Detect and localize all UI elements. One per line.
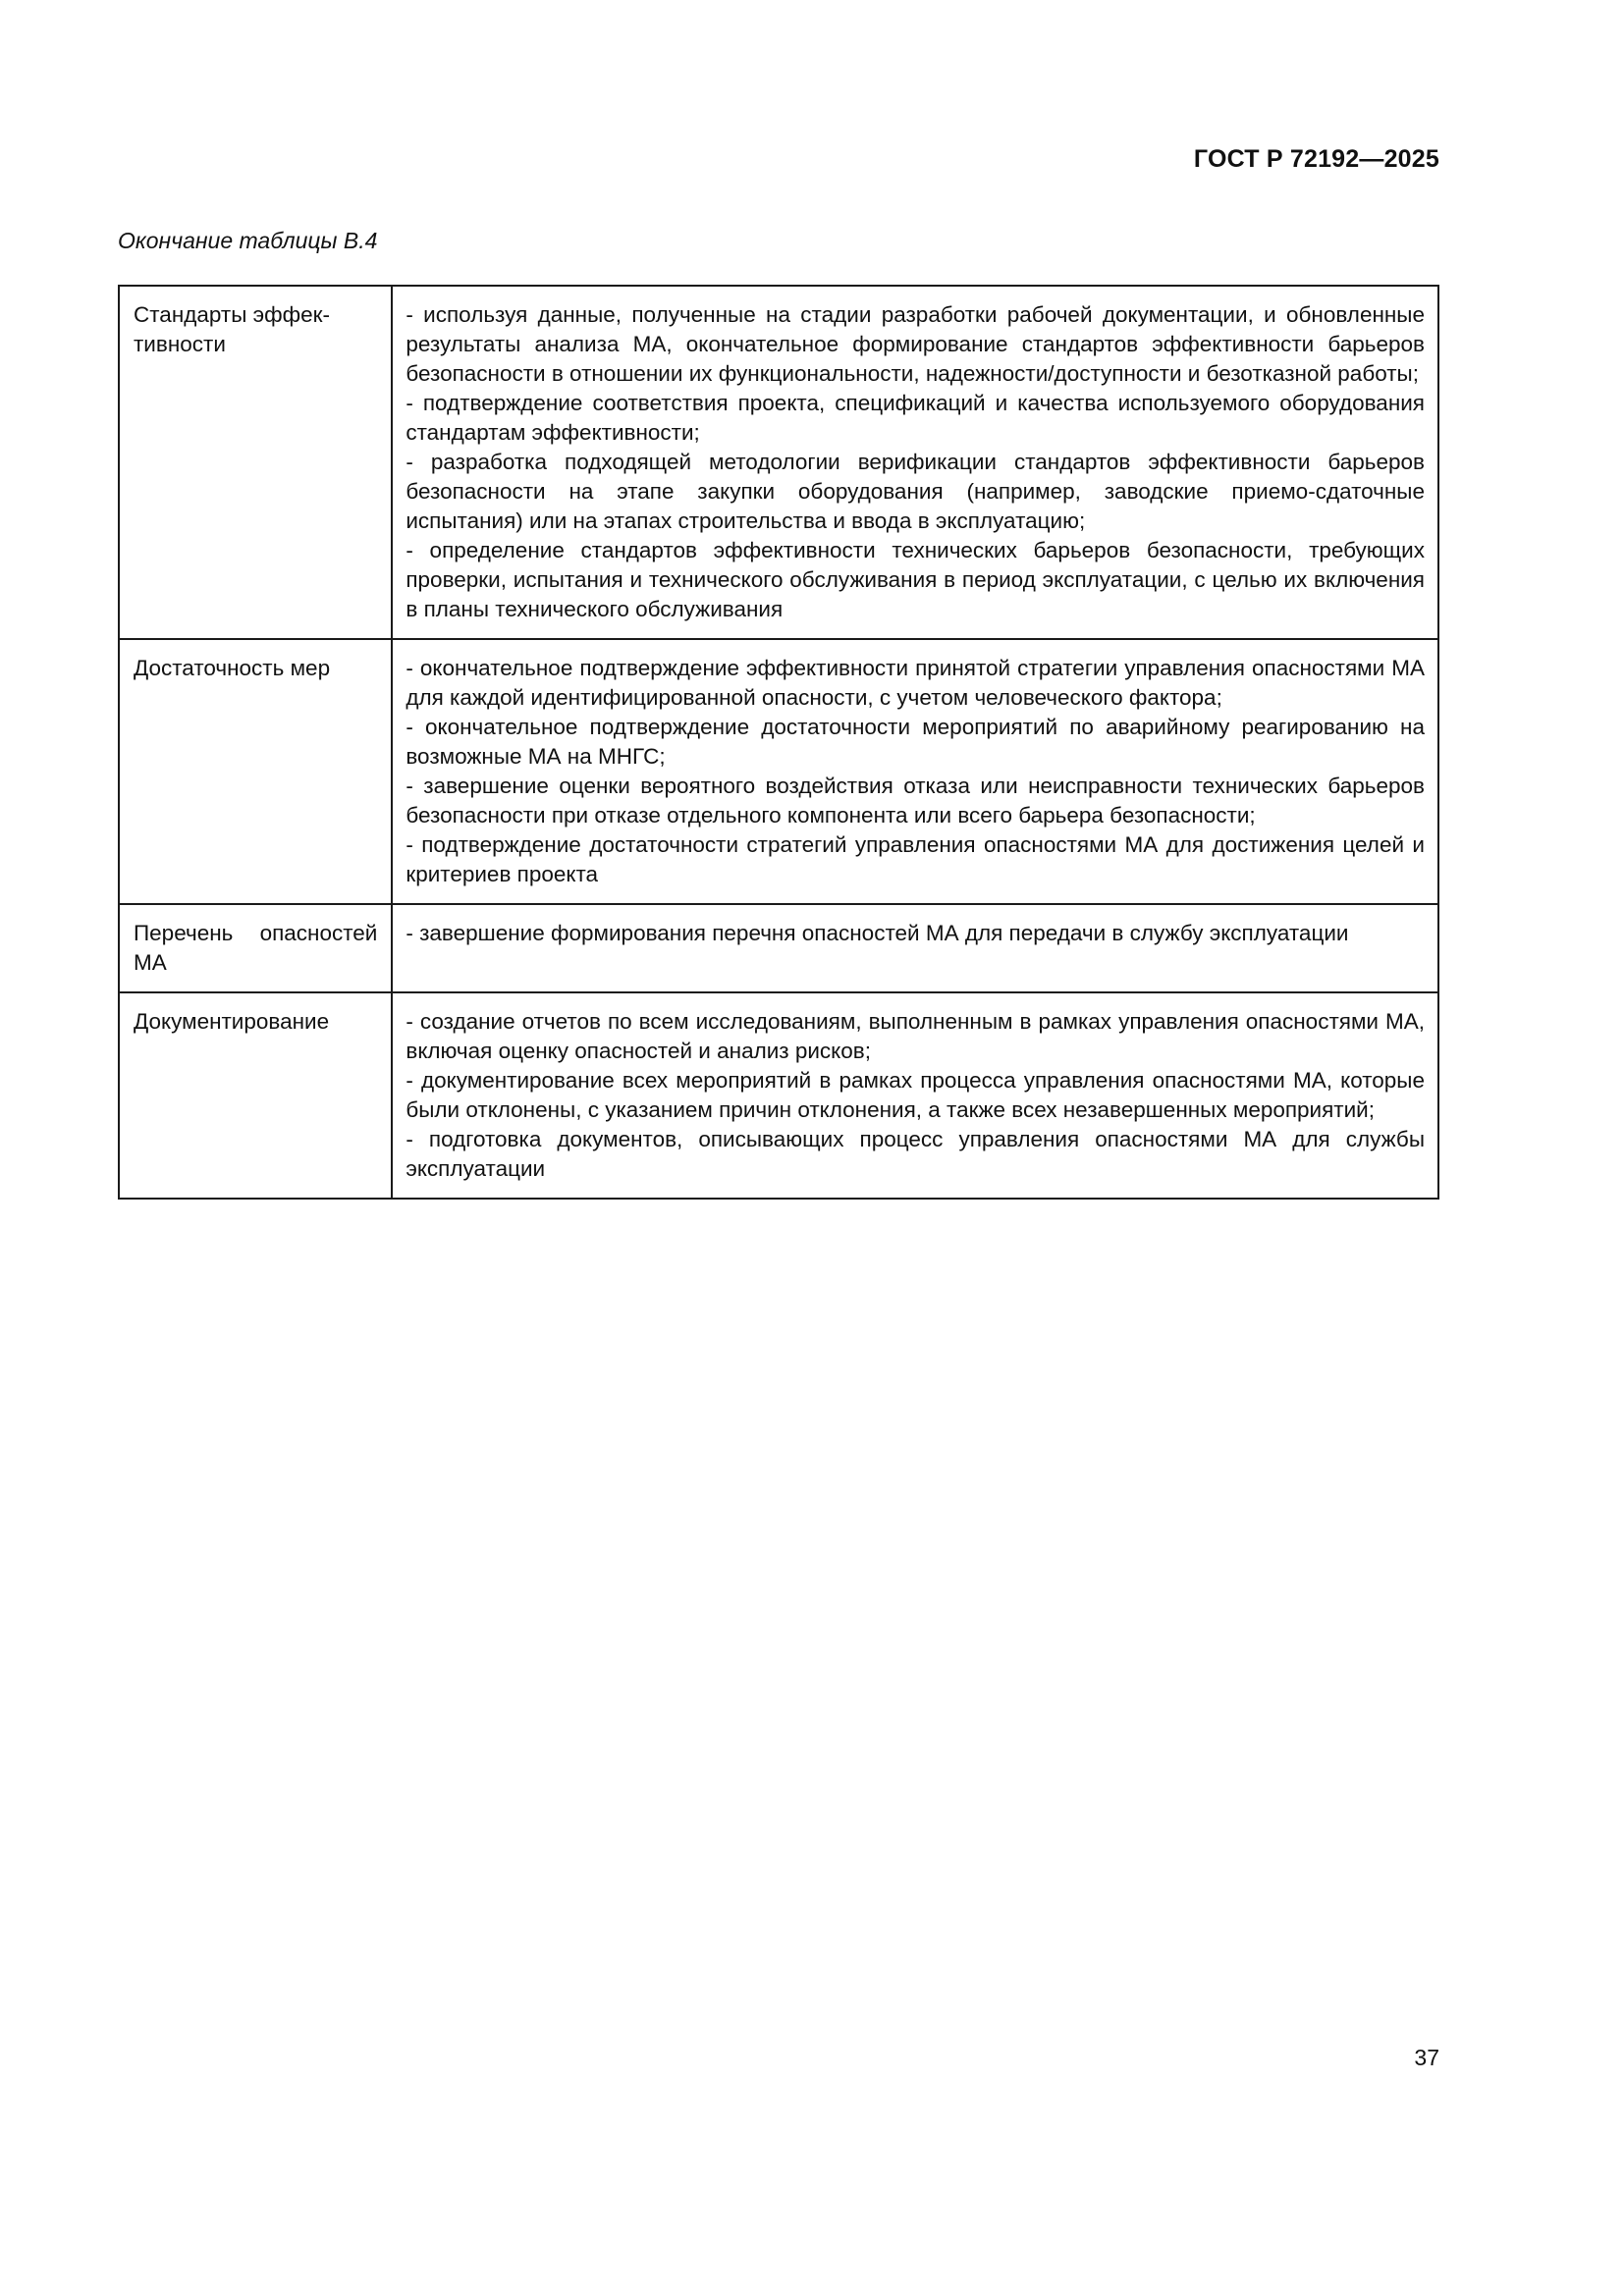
description-cell [392, 639, 1438, 904]
list-item: - завершение формирования перечня опасностей МА для передачи в службу эксплуатации [406, 921, 1349, 945]
term-cell [119, 992, 392, 1199]
list-item: - разработка подходящей методологии верификации стандартов эффективности барьеров безопасности на этапе закупки оборудования (например, заводские приемо-сдаточные испытания) или на этапах строительства и ввода в эксплуатацию; [406, 450, 1425, 533]
term-text: Достаточность мер [134, 656, 331, 680]
list-item: - окончательное подтверждение эффективности принятой стратегии управления опасностями МА для каждой идентифицированной опасности, с учетом человеческого фактора; [406, 656, 1425, 710]
description-cell [392, 992, 1438, 1199]
term-text: Документирование [134, 1009, 330, 1034]
table-caption: Окончание таблицы В.4 [118, 228, 378, 253]
list-item: - окончательное подтверждение достаточности мероприятий по аварийному реагированию на возможные МА на МНГС; [406, 715, 1425, 769]
term-text: Перечень опасностей МА [134, 921, 378, 975]
list-item: - подтверждение достаточности стратегий управления опасностями МА для достижения целей и критериев проекта [406, 832, 1425, 886]
page-number: 37 [1414, 2045, 1439, 2070]
term-cell [119, 639, 392, 904]
list-item: - подготовка документов, описывающих процесс управления опасностями МА для службы эксплуатации [406, 1127, 1425, 1181]
table-row [119, 286, 1438, 639]
term-cell [119, 904, 392, 992]
list-item: - определение стандартов эффективности технических барьеров безопасности, требующих проверки, испытания и технического обслуживания в период эксплуатации, с целью их включения в планы технического обслуживания [406, 538, 1425, 621]
list-item: - завершение оценки вероятного воздействия отказа или неисправности технических барьеров безопасности при отказе отдельного компонента или всего барьера безопасности; [406, 774, 1425, 828]
table-row [119, 904, 1438, 992]
requirements-table [118, 285, 1439, 1200]
term-cell [119, 286, 392, 639]
list-item: - документирование всех мероприятий в рамках процесса управления опасностями МА, которые были отклонены, с указанием причин отклонения, а также всех незавершенных мероприятий; [406, 1068, 1425, 1122]
list-item: - подтверждение соответствия проекта, спецификаций и качества используемого оборудования стандартам эффективности; [406, 391, 1425, 445]
list-item: - создание отчетов по всем исследованиям, выполненным в рамках управления опасностями МА, включая оценку опасностей и анализ рисков; [406, 1009, 1425, 1063]
table-row [119, 639, 1438, 904]
document-id: ГОСТ Р 72192—2025 [1193, 145, 1439, 173]
table-row [119, 992, 1438, 1199]
description-cell [392, 286, 1438, 639]
list-item: - используя данные, полученные на стадии разработки рабочей документации, и обновленные результаты анализа МА, окончательное формирование стандартов эффективности барьеров безопасности в отношении их функциональности, надежности/доступности и безотказной работы; [406, 302, 1425, 386]
description-cell [392, 904, 1438, 992]
term-text: Стандарты эффек- тивности [134, 302, 330, 356]
